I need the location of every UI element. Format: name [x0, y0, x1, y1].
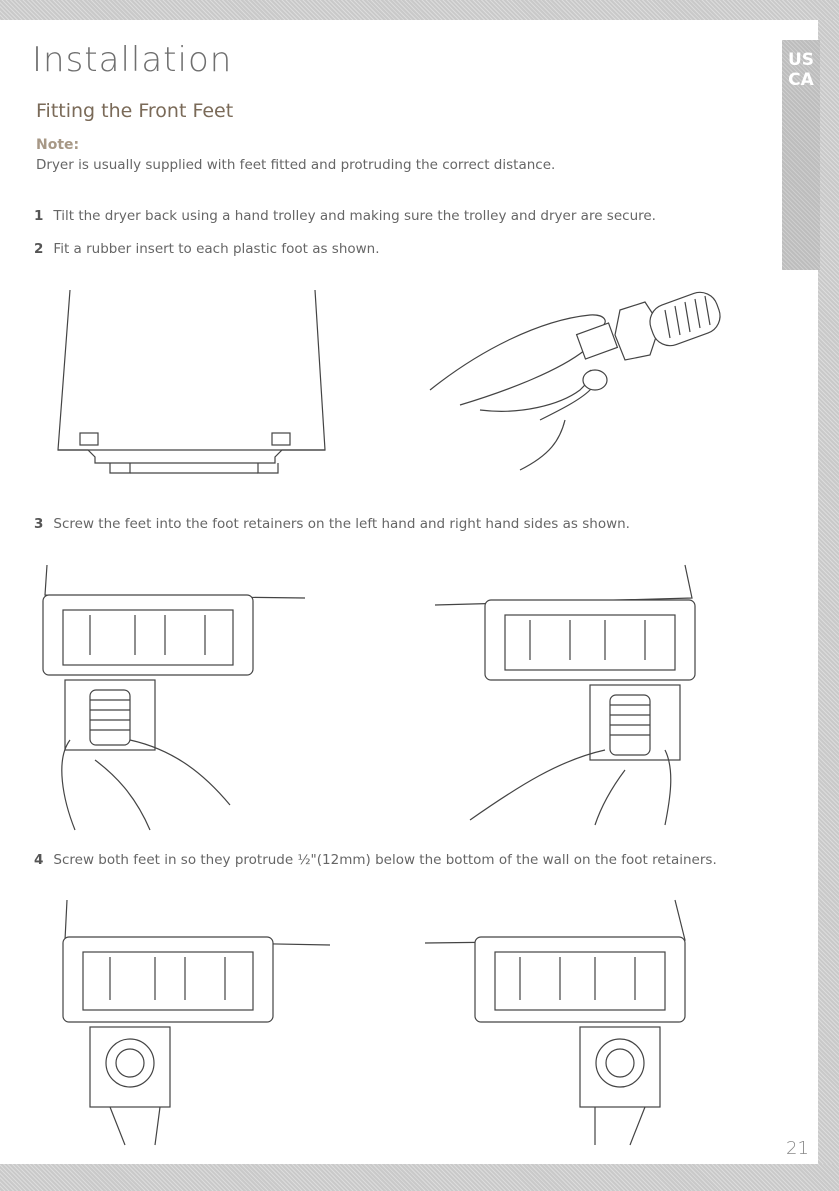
step-number: 1	[34, 208, 44, 224]
hand-foot-illustration	[420, 280, 740, 480]
language-code-ca: CA	[788, 70, 814, 90]
page-title: Installation	[32, 40, 233, 80]
step-number: 2	[34, 241, 44, 257]
left-foot-protrusion-illustration	[55, 895, 355, 1145]
section-title: Fitting the Front Feet	[36, 100, 234, 122]
note-label: Note:	[36, 137, 80, 153]
step-4	[34, 852, 717, 868]
step-3	[34, 516, 630, 532]
language-tab	[782, 40, 820, 270]
step-text: Screw the feet into the foot retainers on the left hand and right hand sides as shown.	[53, 516, 630, 532]
page-bottom-edge	[0, 1164, 839, 1191]
language-code-us: US	[787, 50, 815, 70]
note-text: Dryer is usually supplied with feet fitted and protruding the correct distance.	[36, 157, 556, 173]
right-foot-protrusion-illustration	[420, 895, 720, 1145]
page-top-edge	[0, 0, 839, 20]
step-text: Tilt the dryer back using a hand trolley and making sure the trolley and dryer are secure.	[53, 208, 656, 224]
page-number: 21	[786, 1138, 809, 1159]
left-foot-retainer-illustration	[35, 560, 345, 830]
step-2	[34, 241, 380, 257]
step-text: Fit a rubber insert to each plastic foot as shown.	[53, 241, 380, 257]
step-number: 3	[34, 516, 44, 532]
page-right-edge	[818, 20, 839, 1164]
right-foot-retainer-illustration	[430, 560, 740, 830]
step-text: Screw both feet in so they protrude ½"(12mm) below the bottom of the wall on the foot retainers.	[53, 852, 717, 868]
step-1	[34, 208, 656, 224]
step-number: 4	[34, 852, 44, 868]
dryer-base-illustration	[40, 285, 350, 485]
